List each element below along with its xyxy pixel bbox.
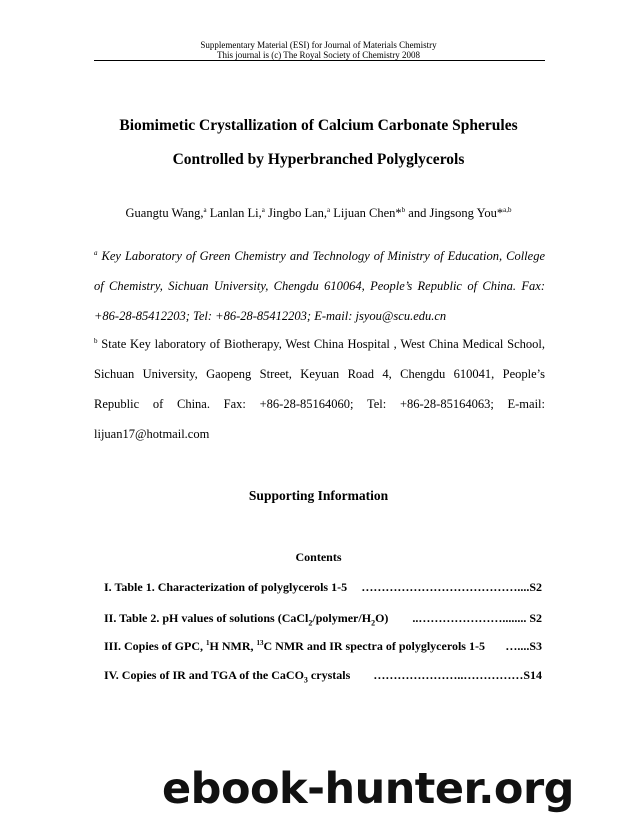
toc-dots: …………………..…………… (373, 668, 524, 682)
toc-page: S2 (529, 611, 542, 625)
author: Guangtu Wang,$^a$ (125, 205, 207, 220)
affiliation-a (94, 241, 545, 331)
toc-page: S3 (529, 639, 542, 653)
affiliation-line: +86-28-85412203; Tel: +86-28-85412203; E-mail: jsyou@scu.edu.cn (94, 309, 447, 323)
author-list (0, 206, 637, 221)
toc-entry-4[interactable] (104, 668, 542, 683)
toc-dots: ….... (505, 639, 530, 653)
title-line-1: Biomimetic Crystallization of Calcium Carbonate Spherules (119, 117, 518, 134)
watermark: ebook-hunter.org (162, 764, 574, 814)
toc-entry-1[interactable] (104, 580, 542, 595)
toc-label: I. Table 1. Characterization of polyglycerols 1-5 (104, 580, 348, 594)
title-line-2: Controlled by Hyperbranched Polyglycerols (172, 151, 465, 168)
author: Lijuan Chen*$^b$ (333, 205, 406, 220)
author: and Jingsong You*$^{a,b}$ (408, 205, 512, 220)
toc-label: IV. Copies of IR and TGA of the CaCO$_3$ crystals (104, 668, 351, 685)
affiliation-line: $^b$ State Key laboratory of Biotherapy, West China Hospital , West China Medical School, (94, 336, 545, 351)
toc-label: II. Table 2. pH values of solutions $(CaCl_2/polymer/H_2O)$ (104, 611, 389, 628)
author: Lanlan Li,$^a$ (209, 205, 265, 220)
toc-entry-2[interactable] (104, 611, 542, 626)
contents-heading: Contents (295, 550, 342, 564)
affiliation-line: Sichuan University, Gaopeng Street, Keyuan Road 4, Chengdu 610041, People’s (94, 367, 545, 381)
affiliation-line: lijuan17@hotmail.com (94, 427, 210, 441)
toc-dots: ………………………………….... (361, 580, 530, 594)
toc-page: S2 (529, 580, 542, 594)
affiliation-line: Republic of China. Fax: +86-28-85164060; Tel: +86-28-85164063; E-mail: (94, 397, 545, 411)
header-rule (94, 60, 545, 61)
affiliation-line: $^a$ Key Laboratory of Green Chemistry and Technology of Ministry of Education, College (94, 248, 545, 263)
affiliation-line: of Chemistry, Sichuan University, Chengdu 610064, People’s Republic of China. Fax: (94, 279, 545, 293)
toc-dots: ..…………………........ (412, 611, 527, 625)
toc-entry-3[interactable] (104, 639, 542, 654)
author: Jingbo Lan,$^a$ (268, 205, 331, 220)
affiliation-marker: b (94, 336, 98, 345)
affiliation-b (94, 329, 545, 449)
header-line-1: Supplementary Material (ESI) for Journal of Materials Chemistry (200, 40, 437, 50)
supporting-info-heading: Supporting Information (248, 488, 389, 503)
header-line-2: This journal is (c) The Royal Society of Chemistry 2008 (216, 50, 421, 60)
affiliation-marker: a (94, 248, 98, 257)
toc-label: III. Copies of GPC, $^1$H NMR, $^{13}$C NMR and IR spectra of polyglycerols 1-5 (104, 639, 485, 653)
toc-page: S14 (523, 668, 542, 682)
